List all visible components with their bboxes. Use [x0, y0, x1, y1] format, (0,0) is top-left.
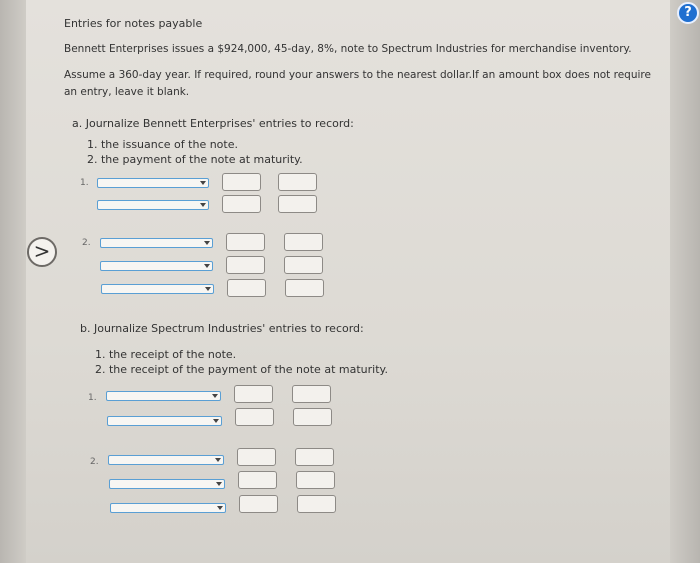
debit-input-a2-2[interactable]	[226, 256, 265, 274]
debit-input-b1-2[interactable]	[235, 408, 274, 426]
part-b-heading: b. Journalize Spectrum Industries' entries to record:	[80, 322, 364, 335]
debit-input-a1-2[interactable]	[222, 195, 261, 213]
debit-input-b2-1[interactable]	[237, 448, 276, 466]
debit-input-b2-3[interactable]	[239, 495, 278, 513]
account-select-b2-3[interactable]	[110, 503, 226, 513]
account-select-a2-3[interactable]	[101, 284, 214, 294]
credit-input-a1-2[interactable]	[278, 195, 317, 213]
credit-input-a2-3[interactable]	[285, 279, 324, 297]
problem-text: Bennett Enterprises issues a $924,000, 45-day, 8%, note to Spectrum Industries for merchandise inventory.	[64, 43, 632, 55]
credit-input-b2-3[interactable]	[297, 495, 336, 513]
debit-input-a2-3[interactable]	[227, 279, 266, 297]
help-question-icon[interactable]: ?	[677, 2, 699, 24]
account-select-a1-2[interactable]	[97, 200, 209, 210]
part-a-heading: a. Journalize Bennett Enterprises' entries to record:	[72, 117, 354, 130]
account-select-a1-1[interactable]	[97, 178, 209, 188]
account-select-b2-2[interactable]	[109, 479, 225, 489]
part-b-item-1: 1. the receipt of the note.	[95, 348, 237, 361]
debit-input-b2-2[interactable]	[238, 471, 277, 489]
entry-label-a1: 1.	[80, 178, 89, 188]
credit-input-a1-1[interactable]	[278, 173, 317, 191]
left-margin	[0, 0, 26, 563]
credit-input-a2-2[interactable]	[284, 256, 323, 274]
debit-input-a1-1[interactable]	[222, 173, 261, 191]
account-select-a2-1[interactable]	[100, 238, 213, 248]
credit-input-b2-2[interactable]	[296, 471, 335, 489]
account-select-b1-1[interactable]	[106, 391, 221, 401]
credit-input-b1-1[interactable]	[292, 385, 331, 403]
instructions-line-1: Assume a 360-day year. If required, round your answers to the nearest dollar.If an amount box does not require	[64, 69, 651, 81]
chevron-right-icon[interactable]: >	[27, 237, 57, 267]
right-margin	[670, 0, 700, 563]
part-a-item-2: 2. the payment of the note at maturity.	[87, 153, 303, 166]
debit-input-a2-1[interactable]	[226, 233, 265, 251]
entry-label-a2: 2.	[82, 238, 91, 248]
part-a-item-1: 1. the issuance of the note.	[87, 138, 238, 151]
page-title: Entries for notes payable	[64, 17, 203, 30]
account-select-b1-2[interactable]	[107, 416, 222, 426]
entry-label-b1: 1.	[88, 393, 97, 403]
credit-input-b2-1[interactable]	[295, 448, 334, 466]
account-select-a2-2[interactable]	[100, 261, 213, 271]
instructions-line-2: an entry, leave it blank.	[64, 86, 190, 98]
account-select-b2-1[interactable]	[108, 455, 224, 465]
credit-input-b1-2[interactable]	[293, 408, 332, 426]
entry-label-b2: 2.	[90, 457, 99, 467]
debit-input-b1-1[interactable]	[234, 385, 273, 403]
part-b-item-2: 2. the receipt of the payment of the note at maturity.	[95, 363, 388, 376]
credit-input-a2-1[interactable]	[284, 233, 323, 251]
